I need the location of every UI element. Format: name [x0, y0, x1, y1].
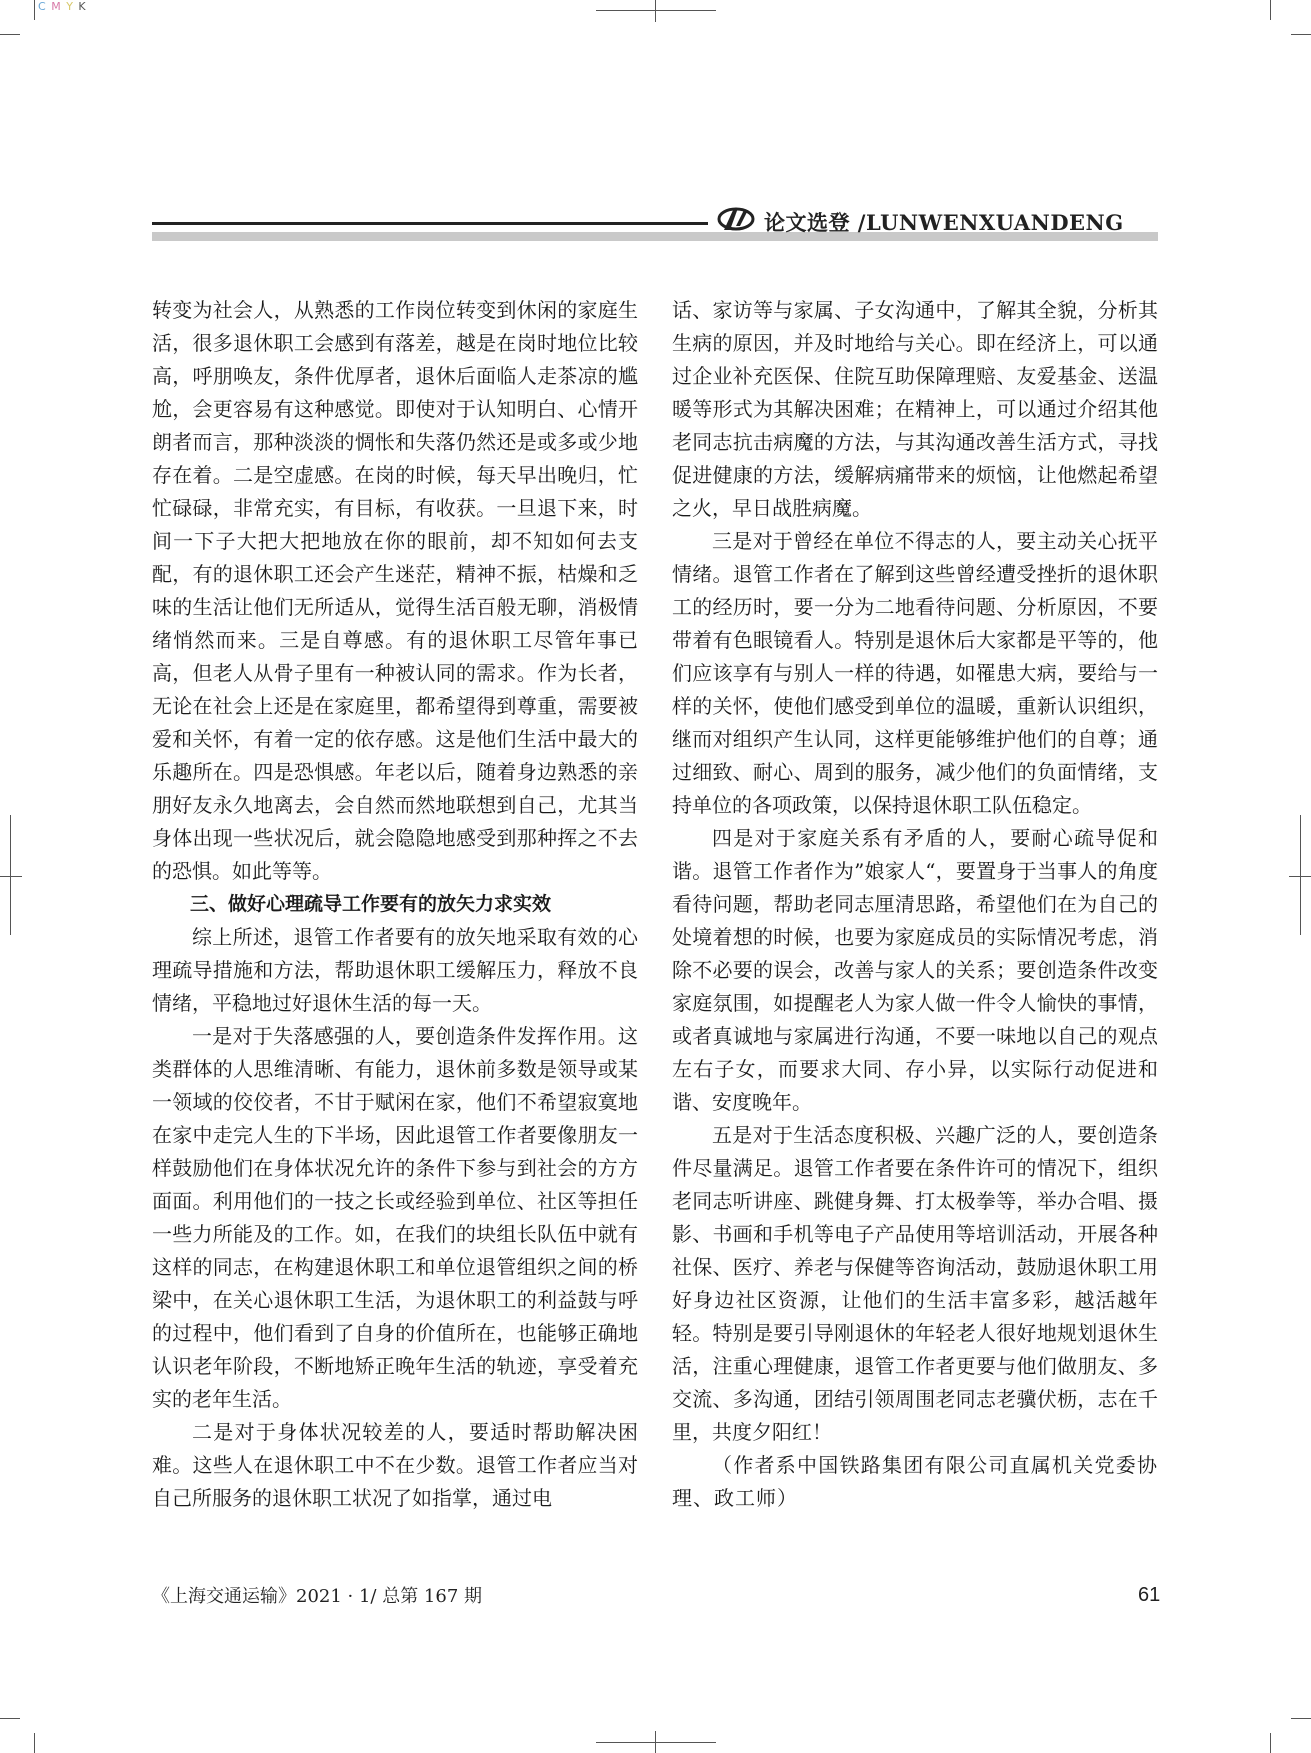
crop-mark: [596, 10, 716, 11]
paragraph: 一是对于失落感强的人，要创造条件发挥作用。这类群体的人思维清晰、有能力，退休前多数是领导或某一领域的佼佼者，不甘于赋闲在家，他们不希望寂寞地在家中走完人生的下半场，因此退管工作者要像朋友一样鼓励他们在身体状况允许的条件下参与到社会的方方面面。利用他们的一技之长或经验到单位、社区等担任一些力所能及的工作。如，在我们的块组长队伍中就有这样的同志，在构建退休职工和单位退管组织之间的桥梁中，在关心退休职工生活，为退休职工的利益鼓与呼的过程中，他们看到了自身的价值所在，也能够正确地认识老年阶段，不断地矫正晚年生活的轨迹，享受着充实的老年生活。: [152, 1024, 638, 1411]
section-header-title: 论文选登 /LUNWENXUANDENG: [764, 210, 1124, 235]
crop-mark: [596, 1742, 716, 1743]
crop-mark: [0, 876, 22, 877]
paragraph: 三是对于曾经在单位不得志的人，要主动关心抚平情绪。退管工作者在了解到这些曾经遭受挫折的退休职工的经历时，要一分为二地看待问题、分析原因，不要带着有色眼镜看人。特别是退休后大家都是平等的，他们应该享有与别人一样的待遇，如罹患大病，要给与一样的关怀，使他们感受到单位的温暖，重新认识组织，继而对组织产生认同，这样更能够维护他们的自尊；通过细致、耐心、周到的服务，减少他们的负面情绪，支持单位的各项政策，以保持退休职工队伍稳定。: [672, 529, 1158, 817]
left-column: [152, 294, 638, 1515]
crop-mark: [1291, 34, 1311, 35]
cmyk-k: K: [78, 0, 87, 13]
crop-mark: [655, 0, 656, 22]
cmyk-c: C: [38, 0, 47, 13]
section-heading: 三、做好心理疏导工作要有的放矢力求实效: [190, 893, 552, 915]
crop-mark: [1300, 815, 1301, 935]
cmyk-y: Y: [66, 0, 74, 13]
author-note: （作者系中国铁路集团有限公司直属机关党委协理、政工师）: [672, 1453, 1158, 1510]
paragraph: 五是对于生活态度积极、兴趣广泛的人，要创造条件尽量满足。退管工作者要在条件许可的情况下，组织老同志听讲座、跳健身舞、打太极拳等，举办合唱、摄影、书画和手机等电子产品使用等培训活动，开展各种社保、医疗、养老与保健等咨询活动，鼓励退休职工用好身边社区资源，让他们的生活丰富多彩，越活越年轻。特别是要引导刚退休的年轻老人很好地规划退休生活，注重心理健康，退管工作者更要与他们做朋友、多交流、多沟通，团结引领周围老同志老骥伏枥，志在千里，共度夕阳红！: [672, 1123, 1158, 1444]
cmyk-m: M: [51, 0, 62, 13]
paragraph: 转变为社会人，从熟悉的工作岗位转变到休闲的家庭生活，很多退休职工会感到有落差，越是在岗时地位比较高，呼朋唤友，条件优厚者，退休后面临人走茶凉的尴尬，会更容易有这种感觉。即使对于认知明白、心情开朗者而言，那种淡淡的惆怅和失落仍然还是或多或少地存在着。二是空虚感。在岗的时候，每天早出晚归，忙忙碌碌，非常充实，有目标，有收获。一旦退下来，时间一下子大把大把地放在你的眼前，却不知如何去支配，有的退休职工还会产生迷茫，精神不振，枯燥和乏味的生活让他们无所适从，觉得生活百般无聊，消极情绪悄然而来。三是自尊感。有的退休职工尽管年事已高，但老人从骨子里有一种被认同的需求。作为长者，无论在社会上还是在家庭里，都希望得到尊重，需要被爱和关怀，有着一定的依存感。这是他们生活中最大的乐趣所在。四是恐惧感。年老以后，随着身边熟悉的亲朋好友永久地离去，会自然而然地联想到自己，尤其当身体出现一些状况后，就会隐隐地感受到那种挥之不去的恐惧。如此等等。: [152, 298, 638, 883]
cmyk-print-label: [38, 0, 87, 13]
page-number: 61: [1138, 1584, 1161, 1606]
crop-mark: [34, 1733, 35, 1753]
paragraph: 话、家访等与家属、子女沟通中，了解其全貌，分析其生病的原因，并及时地给与关心。即在经济上，可以通过企业补充医保、住院互助保障理赔、友爱基金、送温暖等形式为其解决困难；在精神上，可以通过介绍其他老同志抗击病魔的方法，与其沟通改善生活方式，寻找促进健康的方法，缓解病痛带来的烦恼，让他燃起希望之火，早日战胜病魔。: [672, 298, 1158, 520]
journal-citation: 《上海交通运输》2021 · 1/ 总第 167 期: [152, 1586, 483, 1607]
paragraph: 四是对于家庭关系有矛盾的人，要耐心疏导促和谐。退管工作者作为”娘家人“，要置身于当事人的角度看待问题，帮助老同志厘清思路，希望他们在为自己的处境着想的时候，也要为家庭成员的实际情况考虑，消除不必要的误会，改善与家人的关系；要创造条件改变家庭氛围，如提醒老人为家人做一件令人愉快的事情，或者真诚地与家属进行沟通，不要一味地以自己的观点左右子女，而要求大同、存小异，以实际行动促进和谐、安度晚年。: [672, 826, 1158, 1114]
right-column: [672, 294, 1158, 1515]
crop-mark: [10, 815, 11, 935]
crop-mark: [1291, 1718, 1311, 1719]
crop-mark: [0, 1718, 20, 1719]
paragraph: 综上所述，退管工作者要有的放矢地采取有效的心理疏导措施和方法，帮助退休职工缓解压力，释放不良情绪，平稳地过好退休生活的每一天。: [152, 925, 638, 1015]
crop-mark: [1270, 0, 1271, 20]
paragraph: 二是对于身体状况较差的人，要适时帮助解决困难。这些人在退休职工中不在少数。退管工作者应当对自己所服务的退休职工状况了如指掌，通过电: [152, 1420, 638, 1510]
crop-mark: [1270, 1733, 1271, 1753]
journal-logo-icon: [716, 204, 756, 234]
header-rule: [152, 222, 708, 225]
crop-mark: [0, 34, 20, 35]
crop-mark: [655, 1731, 656, 1753]
crop-mark: [34, 0, 35, 20]
